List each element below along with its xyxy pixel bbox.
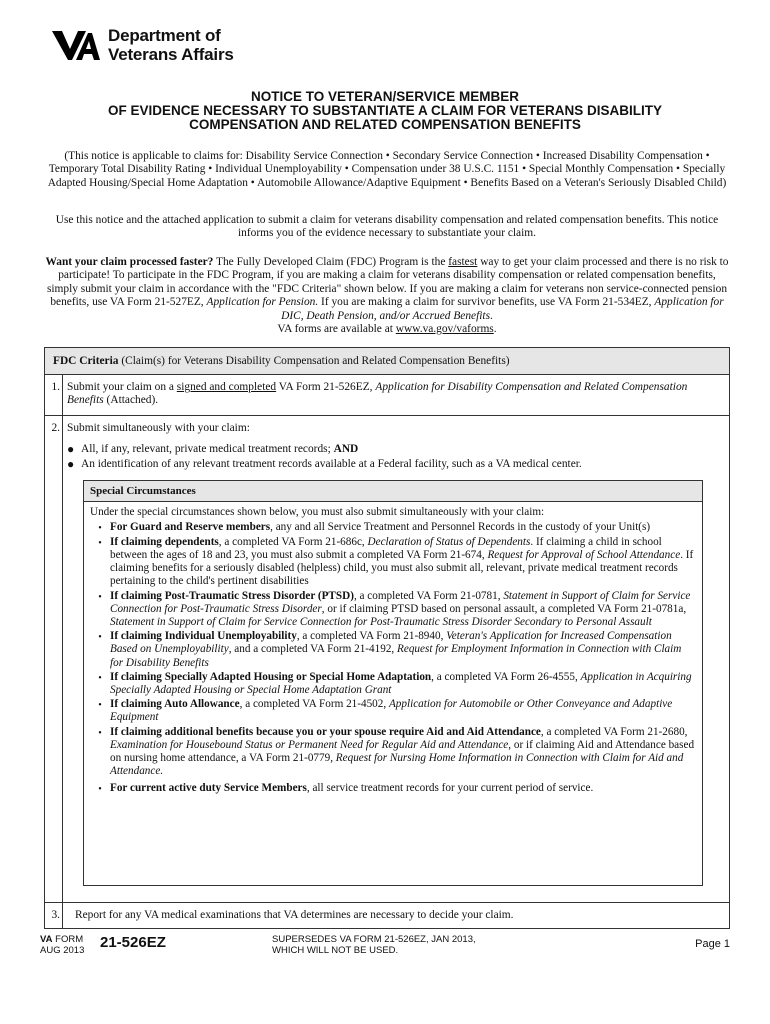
- item-form-title: Request for Nursing Home Information in Connection with Claim for Aid and Attendance.: [110, 752, 684, 778]
- item-form-title: Declaration of Status of Dependents: [367, 535, 531, 548]
- org-line-1: Department of: [108, 26, 221, 45]
- list-item: [90, 726, 696, 779]
- row1-app-title: Application for Disability Compensation and Related Compensation Benefits: [67, 381, 688, 407]
- bullet-icon: •: [98, 632, 102, 644]
- item-form-title: Application in Acquiring Specially Adapted Housing or Special Home Adaptation Grant: [110, 670, 692, 697]
- item-text: , a completed VA Form 26-4555,: [431, 670, 581, 683]
- dic-app-title: Application for DIC, Death Pension, and/or Accrued Benefits: [281, 296, 724, 322]
- list-item: [90, 590, 696, 630]
- row-2-content: [63, 416, 729, 890]
- item-text: , a completed VA Form 21-8940,: [296, 630, 447, 643]
- footer-date: AUG 2013: [40, 945, 85, 956]
- want-lead: Want your claim processed faster?: [45, 256, 214, 268]
- item-text: , any and all Service Treatment and Personnel Records in the custody of your Unit(s): [270, 520, 651, 533]
- item-form-title: Examination for Housebound Status or Permanent Need for Regular Aid and Attendance: [110, 738, 509, 751]
- list-item: [90, 698, 696, 724]
- vaforms-link[interactable]: www.va.gov/vaforms: [395, 323, 494, 336]
- bullet-icon: •: [98, 784, 102, 796]
- org-name: [108, 26, 234, 64]
- fdc-criteria-label: FDC Criteria: [53, 355, 119, 367]
- item-form-title: Statement in Support of Claim for Service Connection for Post-Traumatic Stress Disorder Secondary to Personal Assault: [110, 616, 652, 629]
- item-lead: If claiming Auto Allowance: [110, 698, 240, 711]
- criteria-row-3: [45, 903, 729, 929]
- row1-text-b: VA Form 21-526EZ,: [276, 381, 376, 393]
- row2-bullet-2: An identification of any relevant treatment records available at a Federal facility, such as a VA medical center.: [81, 457, 582, 470]
- item-text: , or if claiming PTSD based on personal assault, a completed VA Form 21-0781a,: [321, 602, 687, 615]
- pension-app-title: Application for Pension.: [206, 296, 319, 309]
- org-line-2: Veterans Affairs: [108, 45, 234, 64]
- list-item: [67, 443, 723, 456]
- row1-signed-completed: signed and completed: [176, 381, 277, 393]
- row-number: 2.: [45, 416, 63, 902]
- item-lead: For current active duty Service Members: [110, 782, 307, 795]
- want-text-3: If you are making a claim for survivor benefits, use VA Form 21-534EZ,: [318, 296, 655, 309]
- want-text-4: .: [490, 309, 493, 322]
- list-item: [67, 458, 723, 471]
- list-item: [90, 782, 696, 796]
- item-text: , a completed VA Form 21-0781,: [353, 589, 504, 602]
- item-form-title: Veteran's Application for Increased Compensation Based on Unemployability: [110, 630, 672, 656]
- special-circumstances-body: [84, 502, 702, 800]
- item-lead: If claiming Individual Unemployability: [110, 630, 297, 643]
- bullet-icon: ●: [67, 442, 75, 457]
- bullet-icon: •: [98, 700, 102, 712]
- footer-form-label: VA FORM AUG 2013: [40, 934, 85, 956]
- list-item: [90, 671, 696, 697]
- row-1-content: [63, 375, 729, 412]
- row2-and: AND: [333, 443, 359, 456]
- footer-supersedes-2: WHICH WILL NOT BE USED.: [272, 945, 399, 956]
- item-text: , all service treatment records for your current period of service.: [306, 782, 594, 795]
- va-logo: [50, 26, 234, 64]
- bullet-icon: •: [98, 727, 102, 739]
- list-item: [90, 536, 696, 589]
- special-circumstances-box: [83, 480, 703, 886]
- title-line-2: OF EVIDENCE NECESSARY TO SUBSTANTIATE A CLAIM FOR VETERANS DISABILITY: [107, 103, 663, 118]
- want-fastest: fastest: [448, 256, 478, 268]
- item-text: , a completed VA Form 21-4502,: [239, 698, 389, 711]
- footer-form-word: FORM: [55, 934, 84, 945]
- title-line-1: NOTICE TO VETERAN/SERVICE MEMBER: [250, 89, 520, 104]
- row2-text: Submit simultaneously with your claim:: [67, 422, 250, 434]
- item-lead: For Guard and Reserve members: [110, 520, 271, 533]
- item-lead: If claiming additional benefits because you or your spouse require Aid and Aid Attendance: [110, 725, 541, 738]
- bullet-icon: •: [98, 672, 102, 684]
- fdc-program-paragraph: [44, 256, 730, 336]
- va-seal-icon: [50, 27, 100, 63]
- item-form-title: Statement in Support of Claim for Service Connection for Post-Traumatic Stress Disorder: [110, 589, 691, 615]
- item-lead: If claiming dependents: [110, 535, 219, 548]
- want-text-2: way to get your claim processed and there is no risk to participate! To participate in the FDC Program, if you are making a claim for veterans disability compensation or related compensation benefits, simply submit your claim in accordance with the "FDC Criteria" shown below. If you are making a claim for veterans non service-connected pension benefits, use VA Form 21-527EZ,: [46, 256, 729, 309]
- bullet-icon: ●: [67, 456, 75, 471]
- item-lead: If claiming Post-Traumatic Stress Disorder (PTSD): [110, 589, 354, 602]
- criteria-row-1: [45, 375, 729, 416]
- page-number: Page 1: [695, 938, 730, 950]
- special-circumstances-header: Special Circumstances: [84, 481, 702, 502]
- bullet-icon: •: [98, 522, 102, 534]
- row1-text-c: (Attached).: [103, 394, 159, 407]
- forms-end: .: [493, 323, 497, 336]
- fdc-criteria-header: [45, 348, 729, 375]
- forms-text: VA forms are available at: [277, 323, 396, 336]
- bullet-icon: •: [98, 591, 102, 603]
- applicability-paragraph: (This notice is applicable to claims for: Disability Service Connection • Secondary Service Connection • Increased Disability Compensation • Temporary Total Disability Rating • Individual Unemployability • Compensation under 38 U.S.C. 1151 • Special Monthly Compensation • Specially Adapted Housing/Special Home Adaptation • Automobile Allowance/Adaptive Equipment • Benefits Based on a Veteran's Seriously Disabled Child): [47, 150, 727, 189]
- bullet-icon: •: [98, 537, 102, 549]
- row2-bullet-1: All, if any, relevant, private medical treatment records;: [81, 443, 334, 456]
- list-item: [90, 630, 696, 670]
- item-text: , or if claiming Aid and Attendance based on nursing home attendance, a VA Form 21-0779,: [110, 738, 695, 765]
- item-lead: If claiming Specially Adapted Housing or Special Home Adaptation: [110, 670, 432, 683]
- item-text: , a completed VA Form 21-686c,: [218, 535, 368, 548]
- item-text: , and a completed VA Form 21-4192,: [228, 643, 398, 656]
- footer-supersedes-1: SUPERSEDES VA FORM 21-526EZ, JAN 2013,: [272, 934, 476, 945]
- row-number: 3.: [45, 903, 63, 929]
- item-form-title: Request for Employment Information in Connection with Claim for Disability Benefits: [110, 643, 682, 669]
- fdc-criteria-table: [44, 347, 730, 929]
- criteria-row-2: [45, 416, 729, 903]
- row1-text-a: Submit your claim on a: [67, 381, 177, 393]
- footer-form-number: 21-526EZ: [100, 934, 166, 951]
- list-item: [90, 521, 696, 535]
- title-line-3: COMPENSATION AND RELATED COMPENSATION BENEFITS: [189, 117, 581, 132]
- use-notice-paragraph: Use this notice and the attached application to submit a claim for veterans disability compensation and related compensation benefits. This notice informs you of the evidence necessary to substantiate your claim.: [55, 214, 719, 240]
- row-number: 1.: [45, 375, 63, 415]
- item-text: . If claiming a child in school between the ages of 18 and 23, you must also submit a completed VA Form 21-674,: [110, 535, 662, 562]
- want-text-1: The Fully Developed Claim (FDC) Program is the: [213, 256, 449, 268]
- item-text: , a completed VA Form 21-2680,: [540, 725, 688, 738]
- fdc-criteria-subtitle: (Claim(s) for Veterans Disability Compensation and Related Compensation Benefits): [118, 355, 510, 367]
- item-form-title: Application for Automobile or Other Conveyance and Adaptive Equipment: [110, 698, 673, 724]
- notice-title: [0, 90, 770, 132]
- special-intro: Under the special circumstances shown below, you must also submit simultaneously with your claim:: [90, 506, 545, 519]
- item-form-title: Request for Approval of School Attendance: [487, 549, 681, 562]
- footer-supersedes: [272, 934, 476, 956]
- row-3-content: Report for any VA medical examinations that VA determines are necessary to decide your claim.: [75, 909, 514, 921]
- item-text: . If claiming benefits for a seriously disabled (helpless) child, you must also submit all, relevant, private medical treatment records pertaining to the child's pertinent disabilities: [110, 549, 694, 588]
